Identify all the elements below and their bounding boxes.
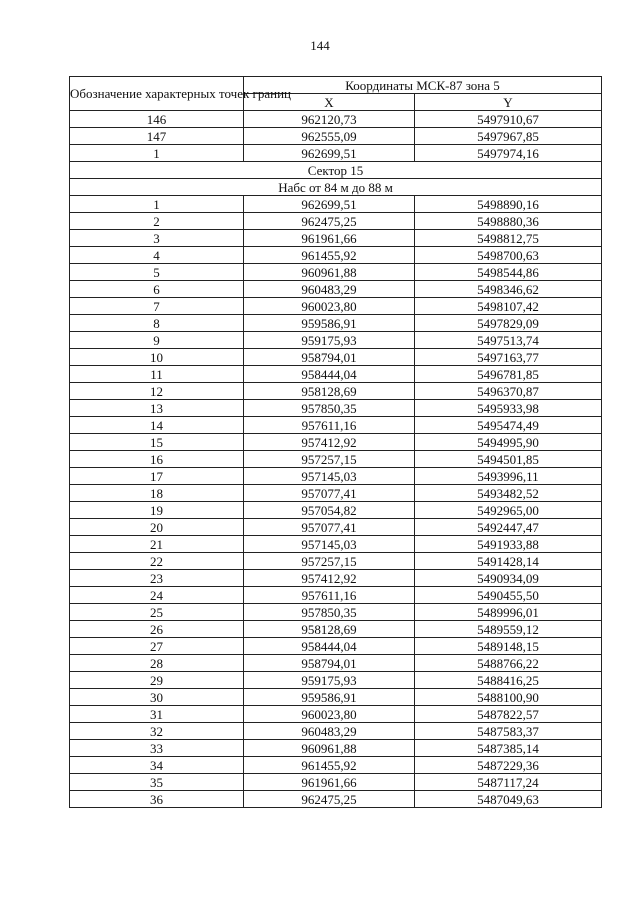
y-coordinate-cell: 5489996,01 xyxy=(415,604,602,621)
table-row xyxy=(70,128,602,145)
table-row xyxy=(70,757,602,774)
point-number-cell: 20 xyxy=(70,519,244,536)
x-coordinate-cell: 960961,88 xyxy=(244,740,415,757)
y-coordinate-cell: 5487822,57 xyxy=(415,706,602,723)
table-row xyxy=(70,536,602,553)
table-row xyxy=(70,298,602,315)
designation-header: Обозначение характерных точек границ xyxy=(70,77,244,111)
table-row xyxy=(70,145,602,162)
table-row xyxy=(70,621,602,638)
point-number-cell: 15 xyxy=(70,434,244,451)
table-row xyxy=(70,213,602,230)
x-coordinate-cell: 960483,29 xyxy=(244,723,415,740)
coordinates-header: Координаты МСК-87 зона 5 xyxy=(244,77,602,94)
x-coordinate-cell: 958794,01 xyxy=(244,349,415,366)
point-number-cell: 6 xyxy=(70,281,244,298)
x-coordinate-cell: 960023,80 xyxy=(244,298,415,315)
point-number-cell: 18 xyxy=(70,485,244,502)
point-number-cell: 12 xyxy=(70,383,244,400)
x-coordinate-cell: 962699,51 xyxy=(244,145,415,162)
table-row xyxy=(70,587,602,604)
point-number-cell: 14 xyxy=(70,417,244,434)
x-coordinate-cell: 957412,92 xyxy=(244,570,415,587)
rows-before-section xyxy=(70,111,602,162)
point-number-cell: 147 xyxy=(70,128,244,145)
table-row xyxy=(70,740,602,757)
point-number-cell: 9 xyxy=(70,332,244,349)
table-row xyxy=(70,570,602,587)
section-title-row xyxy=(70,162,602,179)
point-number-cell: 25 xyxy=(70,604,244,621)
point-number-cell: 17 xyxy=(70,468,244,485)
point-number-cell: 26 xyxy=(70,621,244,638)
table-row xyxy=(70,706,602,723)
y-coordinate-cell: 5493996,11 xyxy=(415,468,602,485)
table-row xyxy=(70,553,602,570)
y-coordinate-cell: 5490455,50 xyxy=(415,587,602,604)
point-number-cell: 31 xyxy=(70,706,244,723)
x-coordinate-cell: 961961,66 xyxy=(244,774,415,791)
x-coordinate-cell: 961455,92 xyxy=(244,247,415,264)
y-coordinate-cell: 5488766,22 xyxy=(415,655,602,672)
y-coordinate-cell: 5498346,62 xyxy=(415,281,602,298)
y-coordinate-cell: 5487049,63 xyxy=(415,791,602,808)
y-coordinate-cell: 5487583,37 xyxy=(415,723,602,740)
section-title: Сектор 15 xyxy=(70,162,602,179)
y-coordinate-cell: 5487117,24 xyxy=(415,774,602,791)
x-coordinate-cell: 961455,92 xyxy=(244,757,415,774)
point-number-cell: 33 xyxy=(70,740,244,757)
x-coordinate-cell: 957850,35 xyxy=(244,400,415,417)
point-number-cell: 1 xyxy=(70,145,244,162)
x-coordinate-cell: 957850,35 xyxy=(244,604,415,621)
table-row xyxy=(70,247,602,264)
point-number-cell: 7 xyxy=(70,298,244,315)
x-coordinate-cell: 962555,09 xyxy=(244,128,415,145)
y-coordinate-cell: 5489148,15 xyxy=(415,638,602,655)
point-number-cell: 10 xyxy=(70,349,244,366)
y-coordinate-cell: 5487385,14 xyxy=(415,740,602,757)
table-row xyxy=(70,655,602,672)
y-coordinate-cell: 5488416,25 xyxy=(415,672,602,689)
y-coordinate-cell: 5495474,49 xyxy=(415,417,602,434)
point-number-cell: 4 xyxy=(70,247,244,264)
y-coordinate-cell: 5497163,77 xyxy=(415,349,602,366)
x-column-header: X xyxy=(244,94,415,111)
y-coordinate-cell: 5492447,47 xyxy=(415,519,602,536)
x-coordinate-cell: 957257,15 xyxy=(244,553,415,570)
coordinates-table xyxy=(69,76,602,808)
table-row xyxy=(70,672,602,689)
table-row xyxy=(70,417,602,434)
table-row xyxy=(70,791,602,808)
x-coordinate-cell: 958794,01 xyxy=(244,655,415,672)
y-column-header: Y xyxy=(415,94,602,111)
point-number-cell: 2 xyxy=(70,213,244,230)
x-coordinate-cell: 959175,93 xyxy=(244,332,415,349)
table-row xyxy=(70,315,602,332)
point-number-cell: 22 xyxy=(70,553,244,570)
x-coordinate-cell: 957077,41 xyxy=(244,519,415,536)
point-number-cell: 29 xyxy=(70,672,244,689)
y-coordinate-cell: 5491428,14 xyxy=(415,553,602,570)
x-coordinate-cell: 957611,16 xyxy=(244,587,415,604)
table-row xyxy=(70,434,602,451)
x-coordinate-cell: 962475,25 xyxy=(244,213,415,230)
subsection-title-row xyxy=(70,179,602,196)
x-coordinate-cell: 957145,03 xyxy=(244,468,415,485)
table-row xyxy=(70,264,602,281)
y-coordinate-cell: 5487229,36 xyxy=(415,757,602,774)
x-coordinate-cell: 960483,29 xyxy=(244,281,415,298)
point-number-cell: 5 xyxy=(70,264,244,281)
point-number-cell: 11 xyxy=(70,366,244,383)
y-coordinate-cell: 5497829,09 xyxy=(415,315,602,332)
y-coordinate-cell: 5497513,74 xyxy=(415,332,602,349)
x-coordinate-cell: 958444,04 xyxy=(244,638,415,655)
point-number-cell: 16 xyxy=(70,451,244,468)
point-number-cell: 24 xyxy=(70,587,244,604)
table-row xyxy=(70,349,602,366)
x-coordinate-cell: 959175,93 xyxy=(244,672,415,689)
y-coordinate-cell: 5494501,85 xyxy=(415,451,602,468)
point-number-cell: 30 xyxy=(70,689,244,706)
x-coordinate-cell: 958128,69 xyxy=(244,621,415,638)
table-row xyxy=(70,723,602,740)
table-row xyxy=(70,281,602,298)
y-coordinate-cell: 5497967,85 xyxy=(415,128,602,145)
point-number-cell: 27 xyxy=(70,638,244,655)
point-number-cell: 23 xyxy=(70,570,244,587)
x-coordinate-cell: 960023,80 xyxy=(244,706,415,723)
point-number-cell: 28 xyxy=(70,655,244,672)
point-number-cell: 13 xyxy=(70,400,244,417)
y-coordinate-cell: 5491933,88 xyxy=(415,536,602,553)
subsection-title: Набс от 84 м до 88 м xyxy=(70,179,602,196)
x-coordinate-cell: 959586,91 xyxy=(244,689,415,706)
x-coordinate-cell: 958444,04 xyxy=(244,366,415,383)
y-coordinate-cell: 5498880,36 xyxy=(415,213,602,230)
table-row xyxy=(70,502,602,519)
y-coordinate-cell: 5498890,16 xyxy=(415,196,602,213)
y-coordinate-cell: 5488100,90 xyxy=(415,689,602,706)
y-coordinate-cell: 5497910,67 xyxy=(415,111,602,128)
x-coordinate-cell: 960961,88 xyxy=(244,264,415,281)
table-row xyxy=(70,638,602,655)
y-coordinate-cell: 5492965,00 xyxy=(415,502,602,519)
x-coordinate-cell: 958128,69 xyxy=(244,383,415,400)
table-row xyxy=(70,332,602,349)
table-row xyxy=(70,383,602,400)
y-coordinate-cell: 5490934,09 xyxy=(415,570,602,587)
x-coordinate-cell: 959586,91 xyxy=(244,315,415,332)
y-coordinate-cell: 5489559,12 xyxy=(415,621,602,638)
y-coordinate-cell: 5498700,63 xyxy=(415,247,602,264)
point-number-cell: 36 xyxy=(70,791,244,808)
table-row xyxy=(70,485,602,502)
y-coordinate-cell: 5495933,98 xyxy=(415,400,602,417)
sector-rows xyxy=(70,196,602,808)
x-coordinate-cell: 961961,66 xyxy=(244,230,415,247)
table-row xyxy=(70,689,602,706)
point-number-cell: 8 xyxy=(70,315,244,332)
x-coordinate-cell: 957145,03 xyxy=(244,536,415,553)
y-coordinate-cell: 5498812,75 xyxy=(415,230,602,247)
x-coordinate-cell: 957257,15 xyxy=(244,451,415,468)
point-number-cell: 146 xyxy=(70,111,244,128)
table-row xyxy=(70,468,602,485)
point-number-cell: 1 xyxy=(70,196,244,213)
x-coordinate-cell: 962120,73 xyxy=(244,111,415,128)
table-row xyxy=(70,400,602,417)
x-coordinate-cell: 962699,51 xyxy=(244,196,415,213)
table-row xyxy=(70,366,602,383)
point-number-cell: 34 xyxy=(70,757,244,774)
x-coordinate-cell: 957412,92 xyxy=(244,434,415,451)
y-coordinate-cell: 5498544,86 xyxy=(415,264,602,281)
table-row xyxy=(70,519,602,536)
x-coordinate-cell: 957077,41 xyxy=(244,485,415,502)
x-coordinate-cell: 957054,82 xyxy=(244,502,415,519)
page-number: 144 xyxy=(310,38,330,53)
y-coordinate-cell: 5493482,52 xyxy=(415,485,602,502)
x-coordinate-cell: 962475,25 xyxy=(244,791,415,808)
x-coordinate-cell: 957611,16 xyxy=(244,417,415,434)
y-coordinate-cell: 5497974,16 xyxy=(415,145,602,162)
point-number-cell: 19 xyxy=(70,502,244,519)
point-number-cell: 35 xyxy=(70,774,244,791)
table-row xyxy=(70,111,602,128)
table-row xyxy=(70,230,602,247)
y-coordinate-cell: 5498107,42 xyxy=(415,298,602,315)
table-row xyxy=(70,604,602,621)
y-coordinate-cell: 5496370,87 xyxy=(415,383,602,400)
point-number-cell: 21 xyxy=(70,536,244,553)
point-number-cell: 32 xyxy=(70,723,244,740)
table-row xyxy=(70,774,602,791)
table-row xyxy=(70,196,602,213)
y-coordinate-cell: 5496781,85 xyxy=(415,366,602,383)
point-number-cell: 3 xyxy=(70,230,244,247)
y-coordinate-cell: 5494995,90 xyxy=(415,434,602,451)
table-row xyxy=(70,451,602,468)
